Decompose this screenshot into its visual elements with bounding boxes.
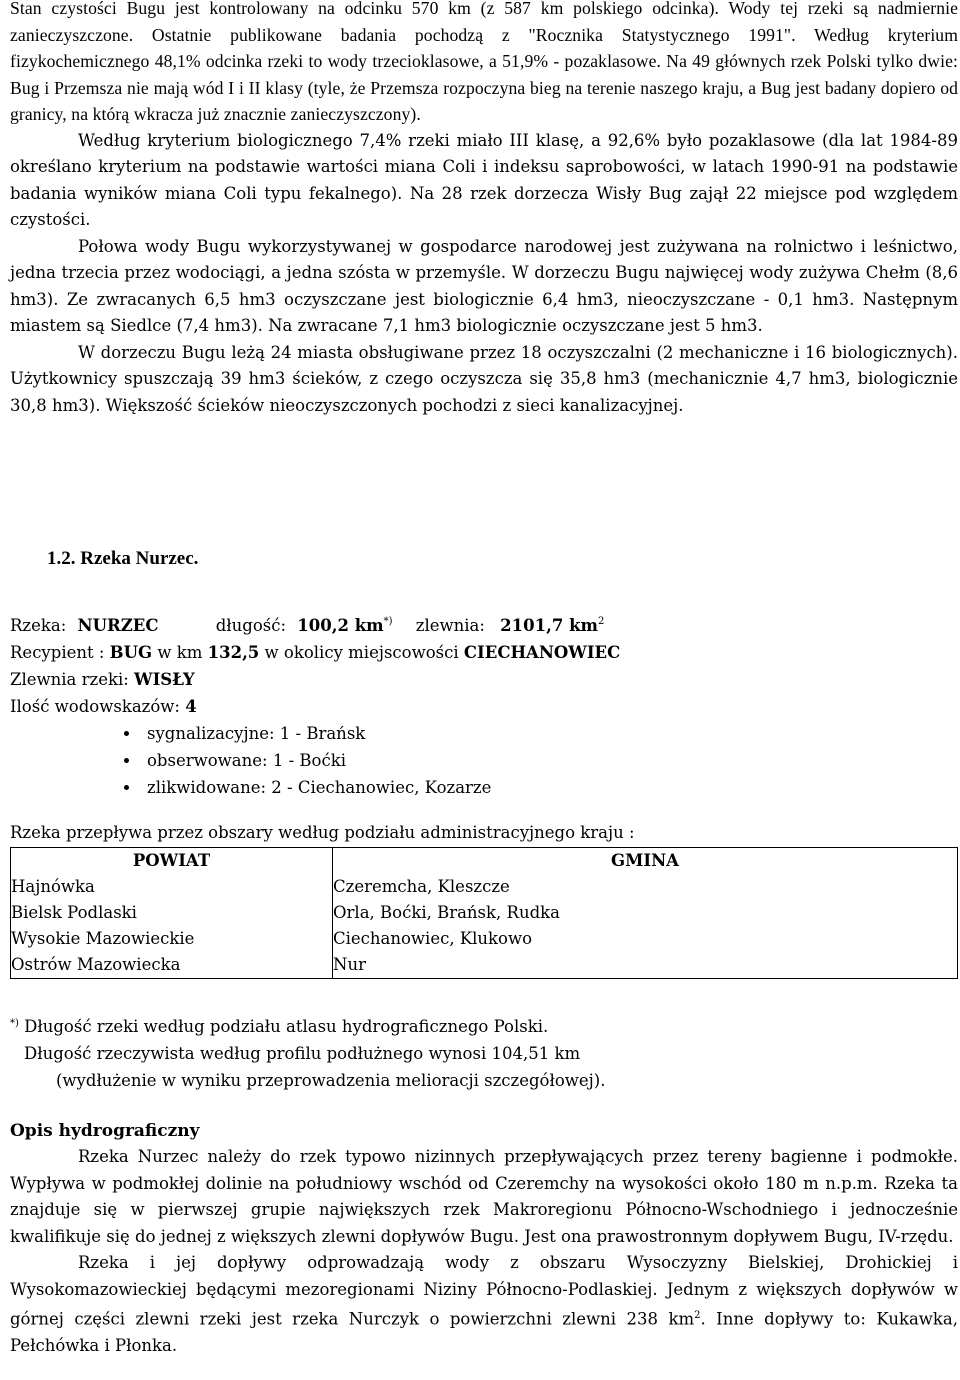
cell-powiat: Hajnówka (11, 874, 333, 900)
cell-powiat: Bielsk Podlaski (11, 900, 333, 926)
description-paragraph-2: Rzeka i jej dopływy odprowadzają wody z obszaru Wysoczyzny Bielskiej, Drohickiej i Wysokomazowieckiej będącymi mezoregionami Niziny Północno-Podlaskiej. Jednym z większych dopływów w górnej części zlewni rzeki jest rzeka Nurczyk o powierzchni zlewni 238 $km^2$. Inne dopływy to: Kukawka, Pełchówka i Płonka. (10, 1253, 958, 1355)
gauges-value: 4 (185, 697, 197, 716)
recipient-mid: w km (157, 643, 203, 662)
header-gmina: GMINA (333, 848, 958, 875)
table-row (11, 900, 958, 926)
table-row (11, 952, 958, 979)
cell-gmina: Orla, Boćki, Brańsk, Rudka (333, 900, 958, 926)
table-header-row (11, 848, 958, 875)
footnote-line-3: (wydłużenie w wyniku przeprowadzenia melioracji szczegółowej). (56, 1071, 606, 1090)
description-title: Opis hydrograficzny (10, 1121, 200, 1141)
cell-gmina: Czeremcha, Kleszcze (333, 874, 958, 900)
basin-river-value: WISŁY (134, 670, 195, 689)
basin-label: zlewnia: (415, 616, 485, 635)
recipient-place: CIECHANOWIEC (463, 643, 621, 662)
table-row (11, 926, 958, 952)
recipient-label: Recypient : (10, 643, 105, 662)
table-caption: Rzeka przepływa przez obszary według podziału administracyjnego kraju : (10, 823, 635, 842)
basin-row (10, 666, 958, 693)
recipient-tail: w okolicy miejscowości (264, 643, 459, 662)
gauges-list (10, 720, 958, 801)
river-name-row (10, 612, 958, 639)
intro-paragraph-4: W dorzeczu Bugu leżą 24 miasta obsługiwane przez 18 oczyszczalni (2 mechaniczne i 16 biologicznych). Użytkownicy spuszczają 39 hm3 ścieków, z czego oczyszcza się 35,8 hm3 (mechanicznie 4,7 hm3, biologicznie 30,8 hm3). Większość ścieków nieoczyszczonych pochodzi z sieci kanalizacyjnej. (10, 342, 958, 415)
recipient-km: 132,5 (207, 643, 260, 662)
table-row (11, 874, 958, 900)
river-info (10, 612, 958, 801)
basin-value: 2101,7 km (500, 616, 598, 635)
gauges-row (10, 693, 958, 720)
footnote (10, 1013, 605, 1094)
intro-paragraph-1: Stan czystości Bugu jest kontrolowany na odcinku 570 km (z 587 km polskiego odcinka). Wody tej rzeki są nadmiernie zanieczyszczone. Ostatnie publikowane badania pochodzą z "Rocznika Statystycznego 1991". Według kryterium fizykochemicznego 48,1% odcinka rzeki to wody trzecioklasowe, a 51,9% - pozaklasowe. Na 49 głównych rzek Polski tylko dwie: Bug i Przemsza nie mają wód I i II klasy (tyle, że Przemsza rozpoczyna bieg na terenie naszego kraju, a Bug jest badany dopiero od granicy, na którą wkracza już znacznie zanieczyszczony). (10, 0, 958, 124)
cell-powiat: Wysokie Mazowieckie (11, 926, 333, 952)
hydrographic-description (10, 1118, 958, 1360)
administrative-table (10, 847, 958, 979)
length-value: 100,2 km (297, 616, 384, 635)
cell-gmina: Ciechanowiec, Klukowo (333, 926, 958, 952)
length-footnote-mark: *) (383, 616, 393, 627)
description-paragraph-1: Rzeka Nurzec należy do rzek typowo nizinnych przepływających przez tereny bagienne i podmokłe. Wypływa w podmokłej dolinie na południowy wschód od Czeremchy na wysokości około 180 m n.p.m. Rzeka ta znajduje się w pierwszej grupie największych rzek Makroregionu Północno-Wschodniego i jednocześnie kwalifikuje się do jednej z większych zlewni dopływów Bugu. Jest ona prawostronnym dopływem Bugu, IV-rzędu. (10, 1147, 958, 1246)
header-powiat: POWIAT (11, 848, 333, 875)
length-label: długość: (215, 616, 287, 635)
cell-gmina: Nur (333, 952, 958, 979)
basin-unit-sup: 2 (597, 616, 605, 627)
river-label: Rzeka: (10, 616, 67, 635)
intro-section (10, 0, 958, 419)
recipient-value: BUG (109, 643, 153, 662)
list-item: zlikwidowane: 2 - Ciechanowiec, Kozarze (10, 774, 958, 801)
footnote-mark: *) (10, 1018, 19, 1029)
list-item: obserwowane: 1 - Boćki (10, 747, 958, 774)
river-value: NURZEC (77, 616, 159, 635)
basin-river-label: Zlewnia rzeki: (10, 670, 129, 689)
gauges-label: Ilość wodowskazów: (10, 697, 180, 716)
footnote-line-2: Długość rzeczywista według profilu podłużnego wynosi 104,51 km (24, 1044, 581, 1063)
recipient-row (10, 639, 958, 666)
intro-paragraph-3: Połowa wody Bugu wykorzystywanej w gospodarce narodowej jest zużywana na rolnictwo i leśnictwo, jedna trzecia przez wodociągi, a jedna szósta w przemyśle. W dorzeczu Bugu najwięcej wody zużywa Chełm (8,6 hm3). Ze zwracanych 6,5 hm3 oczyszczane jest biologicznie 6,4 hm3, nieoczyszczane - 0,1 hm3. Następnym miastem są Siedlce (7,4 hm3). Na zwracane 7,1 hm3 biologicznie oczyszczane jest 5 hm3. (10, 236, 958, 335)
cell-powiat: Ostrów Mazowiecka (11, 952, 333, 979)
intro-paragraph-2: Według kryterium biologicznego 7,4% rzeki miało III klasę, a 92,6% było pozaklasowe (dla lat 1984-89 określano kryterium na podstawie wartości miana Coli i indeksu saprobowości, w latach 1990-91 na podstawie badania wyników miana Coli typu fekalnego). Na 28 rzek dorzecza Wisły Bug zajął 22 miejsce pod względem czystości. (10, 130, 958, 229)
footnote-line-1: *) Długość rzeki według podziału atlasu hydrograficznego Polski. (10, 1017, 549, 1036)
section-heading: 1.2. Rzeka Nurzec. (47, 548, 199, 569)
list-item: sygnalizacyjne: 1 - Brańsk (10, 720, 958, 747)
